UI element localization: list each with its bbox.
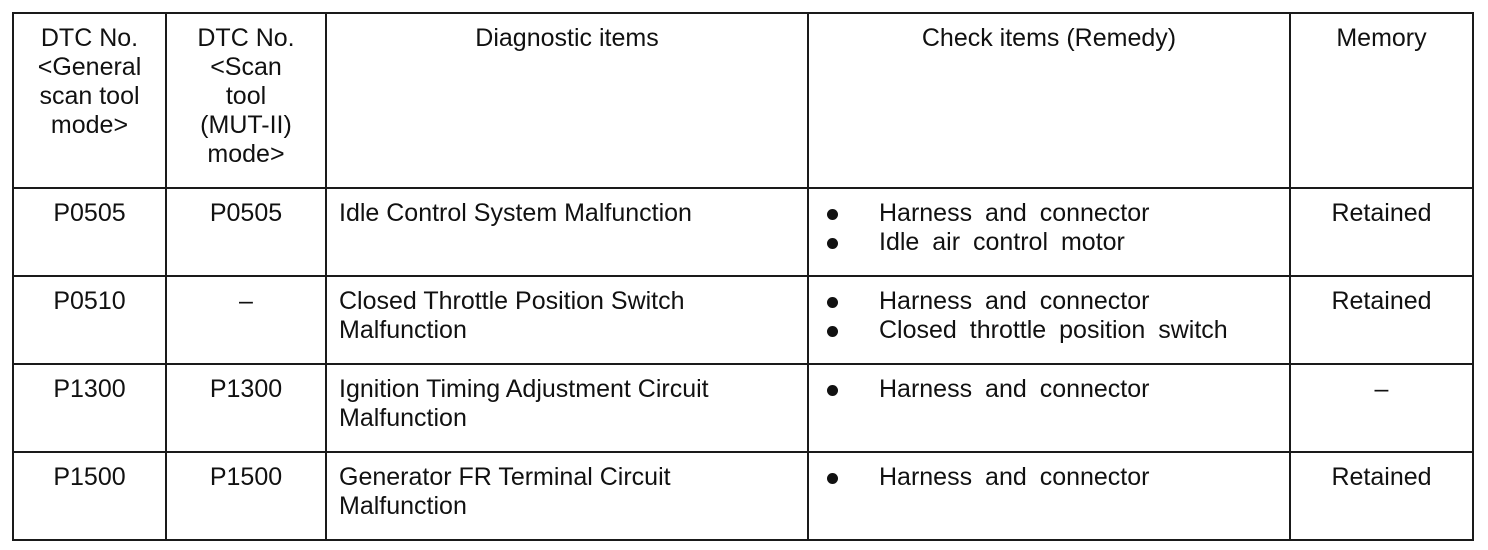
header-diagnostic-items: Diagnostic items	[326, 13, 808, 188]
dtc-general-cell: P1300	[13, 364, 166, 452]
check-item	[821, 375, 1277, 404]
bullet-icon	[827, 385, 838, 396]
check-cell	[808, 452, 1290, 540]
bullet-icon	[827, 297, 838, 308]
diagnostic-line: Generator FR Terminal Circuit	[339, 463, 671, 491]
bullet-icon	[827, 238, 838, 249]
dtc-table	[12, 12, 1474, 541]
dtc-general-cell: P0505	[13, 188, 166, 276]
header-dtc-scan-line: (MUT-II)	[200, 111, 292, 139]
header-dtc-general-line: mode>	[50, 111, 129, 139]
dtc-general-cell: P1500	[13, 452, 166, 540]
header-memory: Memory	[1290, 13, 1473, 188]
memory-cell: –	[1290, 364, 1473, 452]
table-row	[13, 276, 1473, 364]
dtc-scan-cell: P1300	[166, 364, 326, 452]
header-dtc-general-line: <General	[37, 53, 142, 81]
diagnostic-line: Malfunction	[339, 316, 467, 344]
header-dtc-general	[13, 13, 166, 188]
diagnostic-line: Closed Throttle Position Switch	[339, 287, 685, 315]
check-list	[821, 463, 1277, 492]
header-dtc-scan-line: DTC No.	[197, 24, 295, 52]
check-item	[821, 228, 1277, 257]
header-dtc-scan-line: <Scan	[210, 53, 282, 81]
check-list	[821, 199, 1277, 257]
check-cell	[808, 188, 1290, 276]
check-item	[821, 463, 1277, 492]
diagnostic-line: Malfunction	[339, 404, 467, 432]
check-item-text: Harness and connector	[879, 463, 1150, 491]
bullet-icon	[827, 473, 838, 484]
check-item-text: Harness and connector	[879, 287, 1150, 315]
check-item	[821, 316, 1277, 345]
header-dtc-scan-line: mode>	[207, 140, 285, 168]
table-header-row	[13, 13, 1473, 188]
table-row	[13, 364, 1473, 452]
header-dtc-scan	[166, 13, 326, 188]
diagnostic-line: Malfunction	[339, 492, 467, 520]
diagnostic-cell	[326, 188, 808, 276]
check-item	[821, 287, 1277, 316]
check-item-text: Harness and connector	[879, 199, 1150, 227]
dtc-scan-cell: P1500	[166, 452, 326, 540]
check-item-text: Harness and connector	[879, 375, 1150, 403]
check-list	[821, 375, 1277, 404]
memory-cell: Retained	[1290, 452, 1473, 540]
check-item	[821, 199, 1277, 228]
header-dtc-general-line: scan tool	[39, 82, 140, 110]
bullet-icon	[827, 209, 838, 220]
check-cell	[808, 276, 1290, 364]
diagnostic-line: Ignition Timing Adjustment Circuit	[339, 375, 709, 403]
bullet-icon	[827, 326, 838, 337]
diagnostic-line: Idle Control System Malfunction	[339, 199, 692, 227]
header-check-items: Check items (Remedy)	[808, 13, 1290, 188]
memory-cell: Retained	[1290, 276, 1473, 364]
memory-cell: Retained	[1290, 188, 1473, 276]
header-dtc-scan-line: tool	[225, 82, 267, 110]
check-item-text: Idle air control motor	[879, 228, 1125, 256]
dtc-scan-cell: P0505	[166, 188, 326, 276]
check-list	[821, 287, 1277, 345]
header-dtc-general-line: DTC No.	[40, 24, 139, 52]
check-item-text: Closed throttle position switch	[879, 316, 1228, 344]
diagnostic-cell	[326, 276, 808, 364]
table-row	[13, 188, 1473, 276]
dtc-general-cell: P0510	[13, 276, 166, 364]
diagnostic-cell	[326, 364, 808, 452]
table-row	[13, 452, 1473, 540]
check-cell	[808, 364, 1290, 452]
dtc-scan-cell: –	[166, 276, 326, 364]
diagnostic-cell	[326, 452, 808, 540]
